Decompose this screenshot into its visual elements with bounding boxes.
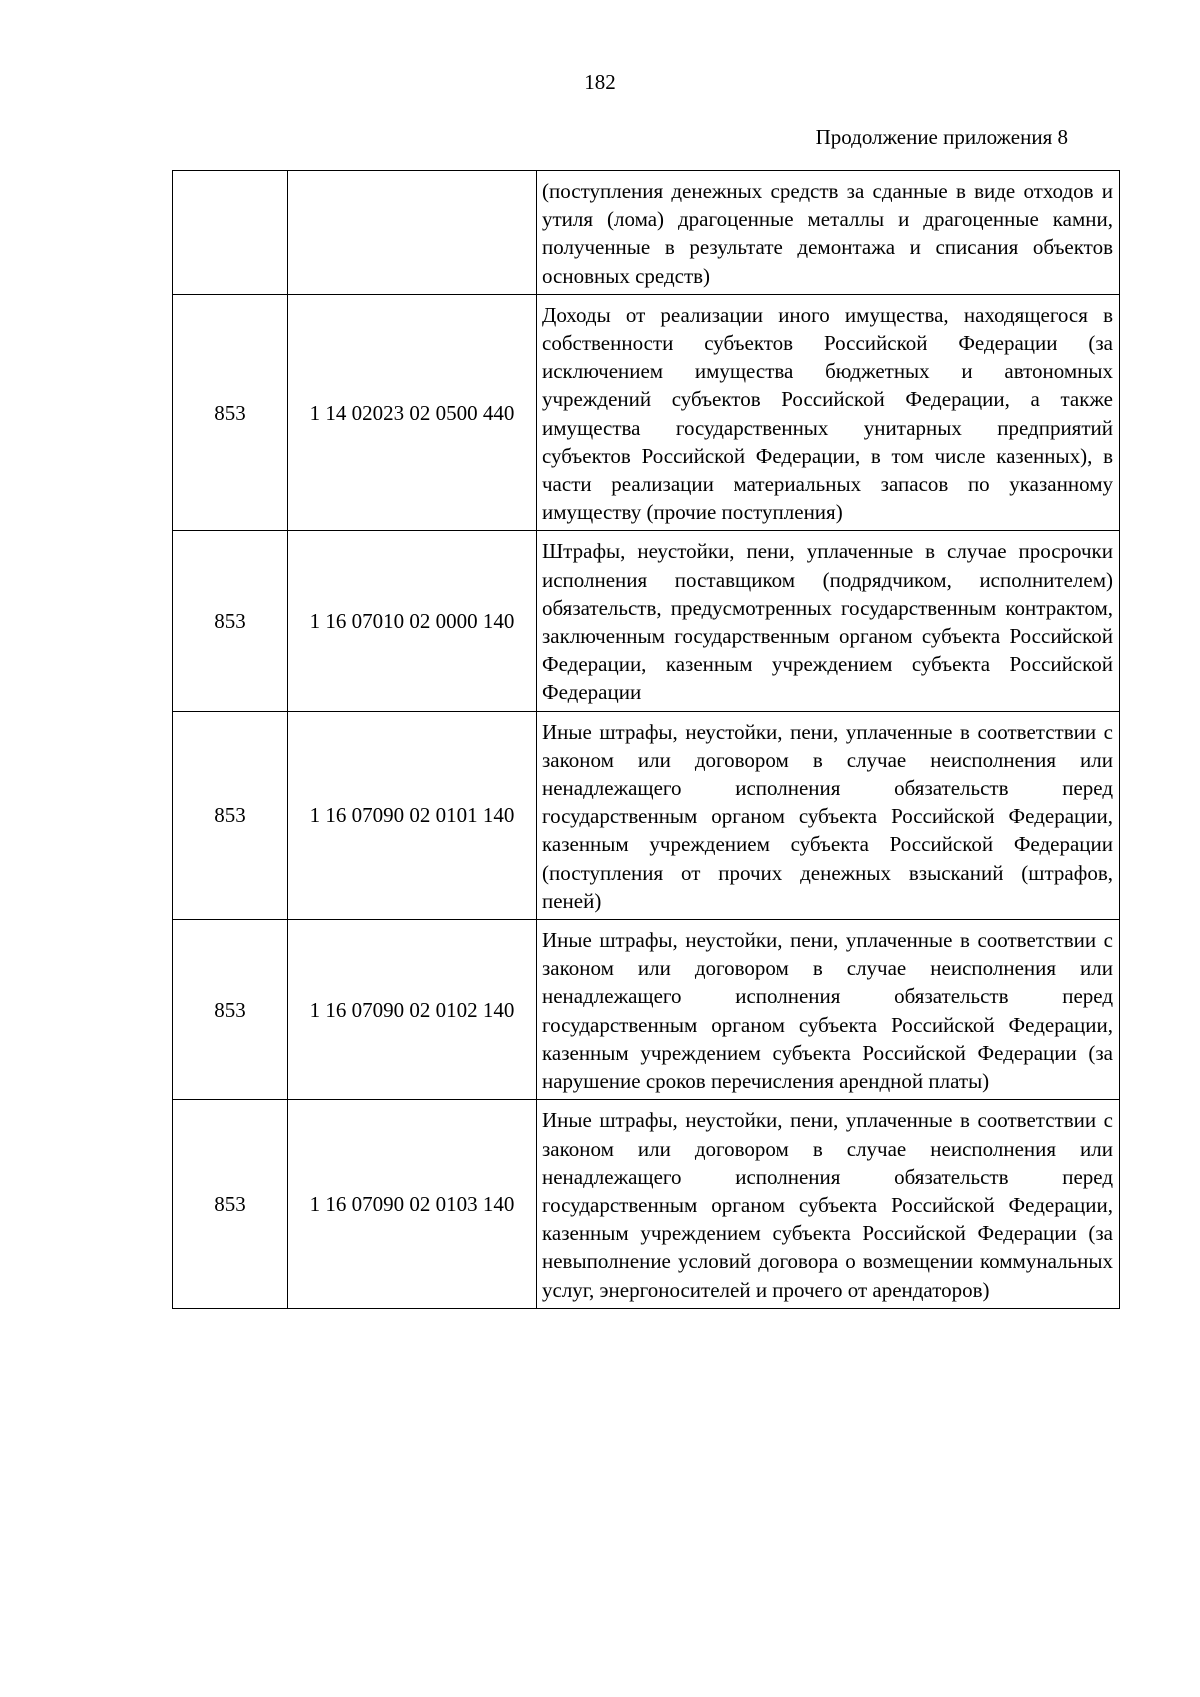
description-cell: Иные штрафы, неустойки, пени, уплаченные в соответствии с законом или договором в случае неисполнения или ненадлежащего исполнения обязательств перед государственным органом субъекта Российской Федерации, казенным учреждением субъекта Российской Федерации (поступления от прочих денежных взысканий (штрафов, пеней): [537, 711, 1120, 919]
budget-code-cell: 1 14 02023 02 0500 440: [288, 294, 537, 531]
admin-code-cell: [173, 171, 288, 295]
budget-code-cell: [288, 171, 537, 295]
continuation-heading: Продолжение приложения 8: [815, 125, 1068, 149]
budget-code-cell: 1 16 07010 02 0000 140: [288, 531, 537, 711]
admin-code-cell: 853: [173, 1100, 288, 1308]
description-cell: Иные штрафы, неустойки, пени, уплаченные в соответствии с законом или договором в случае неисполнения или ненадлежащего исполнения обязательств перед государственным органом субъекта Российской Федерации, казенным учреждением субъекта Российской Федерации (за невыполнение условий договора о возмещении коммунальных услуг, энергоносителей и прочего от арендаторов): [537, 1100, 1120, 1308]
description-cell: Штрафы, неустойки, пени, уплаченные в случае просрочки исполнения поставщиком (подрядчиком, исполнителем) обязательств, предусмотренных государственным контрактом, заключенным государственным органом субъекта Российской Федерации, казенным учреждением субъекта Российской Федерации: [537, 531, 1120, 711]
description-cell: Иные штрафы, неустойки, пени, уплаченные в соответствии с законом или договором в случае неисполнения или ненадлежащего исполнения обязательств перед государственным органом субъекта Российской Федерации, казенным учреждением субъекта Российской Федерации (за нарушение сроков перечисления арендной платы): [537, 920, 1120, 1100]
page-number: 182: [584, 70, 616, 94]
table-row: [173, 171, 1120, 295]
admin-code-cell: 853: [173, 711, 288, 919]
budget-code-cell: 1 16 07090 02 0101 140: [288, 711, 537, 919]
admin-code-cell: 853: [173, 531, 288, 711]
table-row: [173, 531, 1120, 711]
description-cell: Доходы от реализации иного имущества, находящегося в собственности субъектов Российской Федерации (за исключением имущества бюджетных и автономных учреждений субъектов Российской Федерации, а также имущества государственных унитарных предприятий субъектов Российской Федерации, в том числе казенных), в части реализации материальных запасов по указанному имуществу (прочие поступления): [537, 294, 1120, 531]
table-row: [173, 711, 1120, 919]
description-cell: (поступления денежных средств за сданные в виде отходов и утиля (лома) драгоценные металлы и драгоценные камни, полученные в результате демонтажа и списания объектов основных средств): [537, 171, 1120, 295]
table-row: [173, 1100, 1120, 1308]
table-row: [173, 294, 1120, 531]
revenue-codes-table: [172, 170, 1120, 1309]
budget-code-cell: 1 16 07090 02 0102 140: [288, 920, 537, 1100]
table-row: [173, 920, 1120, 1100]
admin-code-cell: 853: [173, 920, 288, 1100]
admin-code-cell: 853: [173, 294, 288, 531]
budget-code-cell: 1 16 07090 02 0103 140: [288, 1100, 537, 1308]
